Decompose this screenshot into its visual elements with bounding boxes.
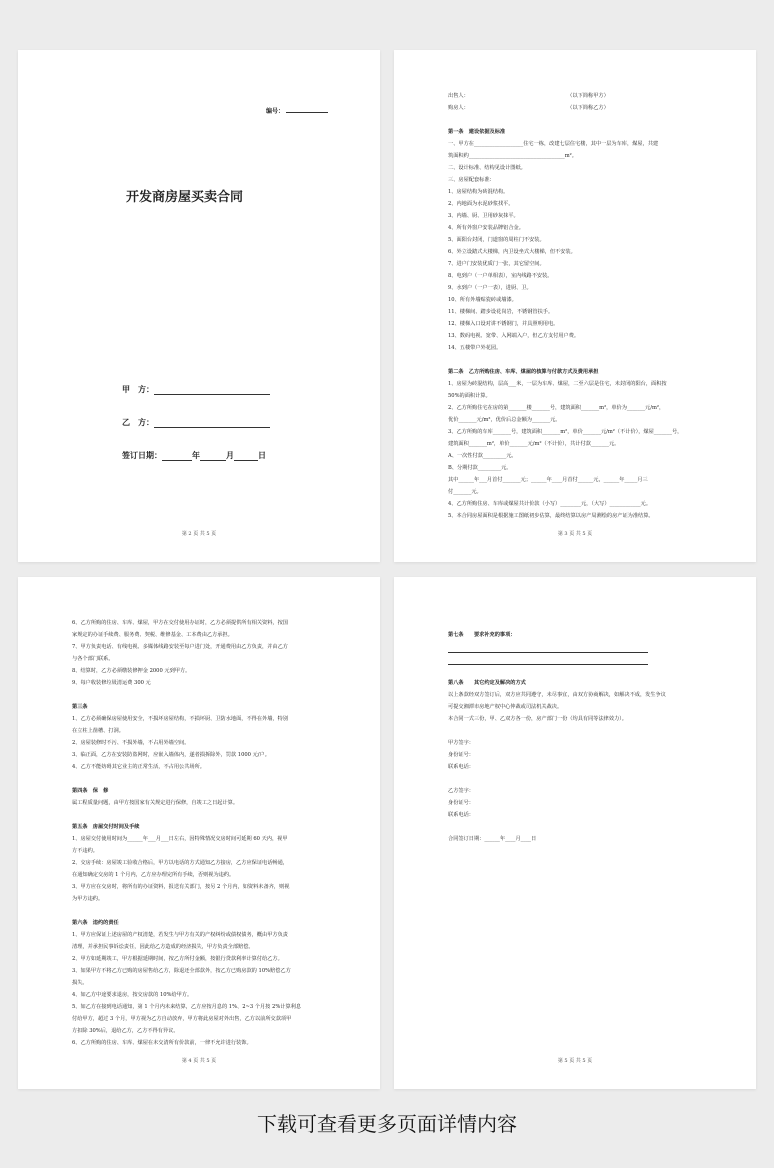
contract-line: 2、甲方如延期竣工，甲方根据延期时间，按乙方所付金额，按银行贷款利率计算付给乙方。 [72, 956, 283, 962]
contract-line: 为甲方违约。 [72, 896, 104, 902]
article-heading: 第四条 保 修 [72, 788, 109, 794]
contract-line: 4、如乙方中途要求退房，按交房款的 10%给甲方。 [72, 992, 193, 998]
contract-line: 5、本合同房屋面积是根据施工图纸初步估算，最终结算以房产局测绘的房产证为准结算。 [448, 513, 654, 519]
contract-line: 筑面积约_____________________________________m²。 [448, 153, 577, 159]
spacer [448, 725, 718, 737]
contract-line: 14、五楼带户外花园。 [448, 345, 502, 351]
article-8-line: 以上条款经双方签订后，双方应共同遵守，未尽事宜，由双方协商解决，如解决不成，发生争议 [448, 692, 666, 698]
party-b-phone: 联系电话： [448, 812, 474, 818]
page-5-body [448, 629, 718, 845]
contract-line: 出售人： （以下简称甲方） [448, 93, 609, 99]
article-heading: 第六条 违约的责任 [72, 920, 119, 926]
contract-line: 一、甲方在___________________住宅一栋，改建七层住宅楼，其中一层为车库，煤屋，共建 [448, 141, 659, 147]
party-b-signature: 乙方签字： [448, 788, 474, 794]
contract-line: 3、临正面，乙方在安装防盗网时，应嵌入墙体内，遂者损拆除外，罚款 1000 元/户。 [72, 752, 270, 758]
spacer [72, 689, 342, 701]
contract-line: 优价_______元/m²，优价后总金额为_______元。 [448, 417, 561, 423]
contract-line: 11、楼梯间、踏步设花岗岩，不锈钢管扶手。 [448, 309, 554, 315]
contract-line: 2、交房手续：房屋竣工验收合格后，甲方以电话的方式通知乙方接房，乙方应保证电话畅通， [72, 860, 288, 866]
spacer [448, 354, 718, 366]
contract-title: 开发商房屋买卖合同 [126, 190, 244, 205]
party-a-label: 甲 方： [122, 385, 154, 394]
page-footer: 第 2 页 共 5 页 [181, 531, 217, 537]
contract-line: 在通知确定交房的 1 个月内，乙方应办理完所有手续，否则视为违约。 [72, 872, 235, 878]
day-blank [234, 452, 258, 461]
contract-line: 9、每户收装修垃圾清运费 300 元 [72, 680, 151, 686]
contract-line: 4、所有外窗户安装品牌铝合金。 [448, 225, 524, 231]
party-b-id: 身份证号： [448, 800, 474, 806]
contract-line: 清理，并承担民事诉讼责任，因此给乙方造成的经济损失，甲方负责全部赔偿。 [72, 944, 254, 950]
contract-line: 6、外立设踏式大楼梯，内卫设坐式大楼梯，但不安装。 [448, 249, 576, 255]
sign-date-label: 签订日期： [122, 451, 162, 460]
contract-line: 13、数码电视、宽带、入网端入户，但乙方支付用户费。 [448, 333, 580, 339]
contract-line: 1、乙方必须确保房屋使用安全，不损坏房屋结构，不损坏厨、卫防水地面，不得在外墙，特别 [72, 716, 288, 722]
month-label: 月 [226, 451, 234, 460]
contract-line: 1、甲方应保证上述房屋的产权清楚，若发生与甲方有关的产权纠纷或债权债务，概由甲方负责 [72, 932, 288, 938]
contract-line: 损失。 [72, 980, 88, 986]
contract-page-3 [394, 50, 756, 562]
contract-line: 付_______元。 [448, 489, 482, 495]
sign-date-field [122, 450, 266, 461]
party-a-field [122, 384, 270, 395]
spacer [72, 773, 342, 785]
contract-page-4 [18, 577, 380, 1089]
contract-sign-date: 合同签订日期：______年____月____日 [448, 836, 537, 842]
party-a-blank [154, 386, 270, 395]
contract-line: 6、乙方所购的住房、车库、煤屋，甲方在交付使用办证时，乙方必须提供所有相关资料，按国 [72, 620, 288, 626]
contract-line: 方不违约。 [72, 848, 98, 854]
contract-line: 家规定的办证手续费、服务费、契税、维修基金、工本费由乙方承担。 [72, 632, 233, 638]
contract-line: 4、乙方所购住房、车库或煤屋共计价款（小写）________元，（大写）____________元。 [448, 501, 652, 507]
contract-line: 5、面阳台封闭，门道窗的周柱门不安装。 [448, 237, 545, 243]
contract-line: 1、房屋为砖混结构，层高___米，一层为车库、煤屋，二至六层是住宅，未封闭的阳台，面积按 [448, 381, 667, 387]
contract-line: 5、如乙方在接到电话通知，第 1 个月内未来结算，乙方应按月息的 1%、2~3 个月按 2%计算利息 [72, 1004, 302, 1010]
supplement-line-1 [448, 641, 648, 653]
download-caption: 下载可查看更多页面详情内容 [257, 1112, 517, 1136]
contract-line: 建筑面积_______m²，单价_______元/m²（不计价），共计付款_______元。 [448, 441, 620, 447]
contract-line: 10、所有外墙贴瓷砖或墙漆。 [448, 297, 517, 303]
contract-line: 与各个部门联系。 [72, 656, 114, 662]
contract-page-5 [394, 577, 756, 1089]
contract-line: 3、乙方所购的车库_______号，建筑面积_______m²，单价_______元/m²（不计价），煤屋_______号， [448, 429, 683, 435]
spacer [448, 773, 718, 785]
contract-line: B、分期付款_________元。 [448, 465, 512, 471]
contract-line: 3、内墙、厨、卫用砂灰抹平。 [448, 213, 519, 219]
contract-line: 1、房屋结构为砖混结构。 [448, 189, 509, 195]
page-footer: 第 3 页 共 5 页 [557, 531, 593, 537]
contract-line: 50%的面积计算。 [448, 393, 491, 399]
spacer [448, 821, 718, 833]
article-8-line: 本合同一式三份，甲、乙双方各一份，房产部门一份（均具有同等法律效力）。 [448, 716, 627, 722]
spacer [72, 809, 342, 821]
contract-line: 方扣除 30%后，退给乙方，乙方不得有异议。 [72, 1028, 179, 1034]
contract-line: 三、房屋配套标准： [448, 177, 495, 183]
contract-line: 购房人： （以下简称乙方） [448, 105, 609, 111]
page-4-body [72, 617, 342, 1049]
party-a-signature: 甲方签字： [448, 740, 474, 746]
contract-line: 8、结算时，乙方必须缴装修押金 2000 元到甲方。 [72, 668, 191, 674]
serial-label: 编号： [266, 108, 285, 115]
spacer [448, 114, 718, 126]
spacer [72, 905, 342, 917]
contract-line: 付给甲方，超过 3 个月，甲方视为乙方自动放弃，甲方将此房屋对外出售，乙方以前所交款项甲 [72, 1016, 292, 1022]
article-heading: 第五条 房屋交付时间及手续 [72, 824, 140, 830]
contract-line: 8、电到户（一户单相表），室内线路不安装。 [448, 273, 553, 279]
article-heading: 第一条 建设依据及标准 [448, 129, 506, 135]
contract-line: 二、设计标准、结构见设计图纸。 [448, 165, 526, 171]
year-label: 年 [192, 451, 200, 460]
page-footer: 第 5 页 共 5 页 [557, 1058, 593, 1064]
contract-page-cover [18, 50, 380, 562]
article-heading: 第二条 乙方所购住房、车库、煤屋的核算与付款方式及费用承担 [448, 369, 599, 375]
serial-blank [286, 112, 328, 113]
contract-line: 其中______年___月首付_______元；______年____月首付______元，______年_____月三 [448, 477, 648, 483]
contract-line: 2、内地面为水泥砂浆找平。 [448, 201, 514, 207]
contract-line: 在立柱上凿槽、打洞。 [72, 728, 124, 734]
month-blank [200, 452, 226, 461]
party-b-blank [154, 419, 270, 428]
contract-line: 6、乙方所购的住房、车库、煤屋在未交清所有价款前，一律不允许进行装饰。 [72, 1040, 252, 1046]
article-8-line: 可提交湘潭市房地产权中心仲裁或司法机关裁决。 [448, 704, 563, 710]
page-footer: 第 4 页 共 5 页 [181, 1058, 217, 1064]
page-3-body [448, 90, 718, 522]
party-b-label: 乙 方： [122, 418, 154, 427]
year-blank [162, 452, 192, 461]
article-7-heading: 第七条 要求补充的事项： [448, 632, 516, 638]
contract-line: 7、进户门安装优质门一张，其它留空间。 [448, 261, 545, 267]
contract-line: 3、如果甲方不将乙方已购的房屋售给乙方，除退还全部款外，按乙方已购房款的 10%赔偿乙方 [72, 968, 291, 974]
contract-line: 属工程质量问题，由甲方按国家有关规定进行保修，自竣工之日起计算。 [72, 800, 239, 806]
party-a-id: 身份证号： [448, 752, 474, 758]
contract-line: 1、房屋交付使用时间为______年___月___日左右，因特殊情况交房时间可延期 60 天内，视甲 [72, 836, 288, 842]
contract-line: 7、甲方负责电话、有线电视、多媒体线路安装至每户进门处，开通费用由乙方负责，并由乙方 [72, 644, 288, 650]
contract-line: 2、乙方所购住宅在房的第_______楼_______号，建筑面积_______m²，单价为_______元/m²， [448, 405, 665, 411]
spacer [448, 665, 718, 677]
article-heading: 第三条 [72, 704, 88, 710]
contract-line: 2、房屋装修时不污、不损外墙，不占用外墙空间。 [72, 740, 190, 746]
contract-line: 12、楼梯入口设对讲不锈钢门，并具照明用电。 [448, 321, 559, 327]
supplement-line-2 [448, 653, 648, 665]
serial-number-field [266, 106, 328, 115]
contract-line: 9、水到户（一户一表），进厨、卫。 [448, 285, 532, 291]
party-b-field [122, 417, 270, 428]
party-a-phone: 联系电话： [448, 764, 474, 770]
contract-line: A、一次性付款_________元。 [448, 453, 517, 459]
contract-line: 4、乙方不能妨碍其它业主的正常生活，不占用公共场所。 [72, 764, 205, 770]
article-8-heading: 第八条 其它约定及解决的方式 [448, 680, 526, 686]
contract-line: 3、甲方应在交房时，将所有的办证资料，报送有关部门，按另 2 个月内，如资料未备齐，则视 [72, 884, 290, 890]
day-label: 日 [258, 451, 266, 460]
